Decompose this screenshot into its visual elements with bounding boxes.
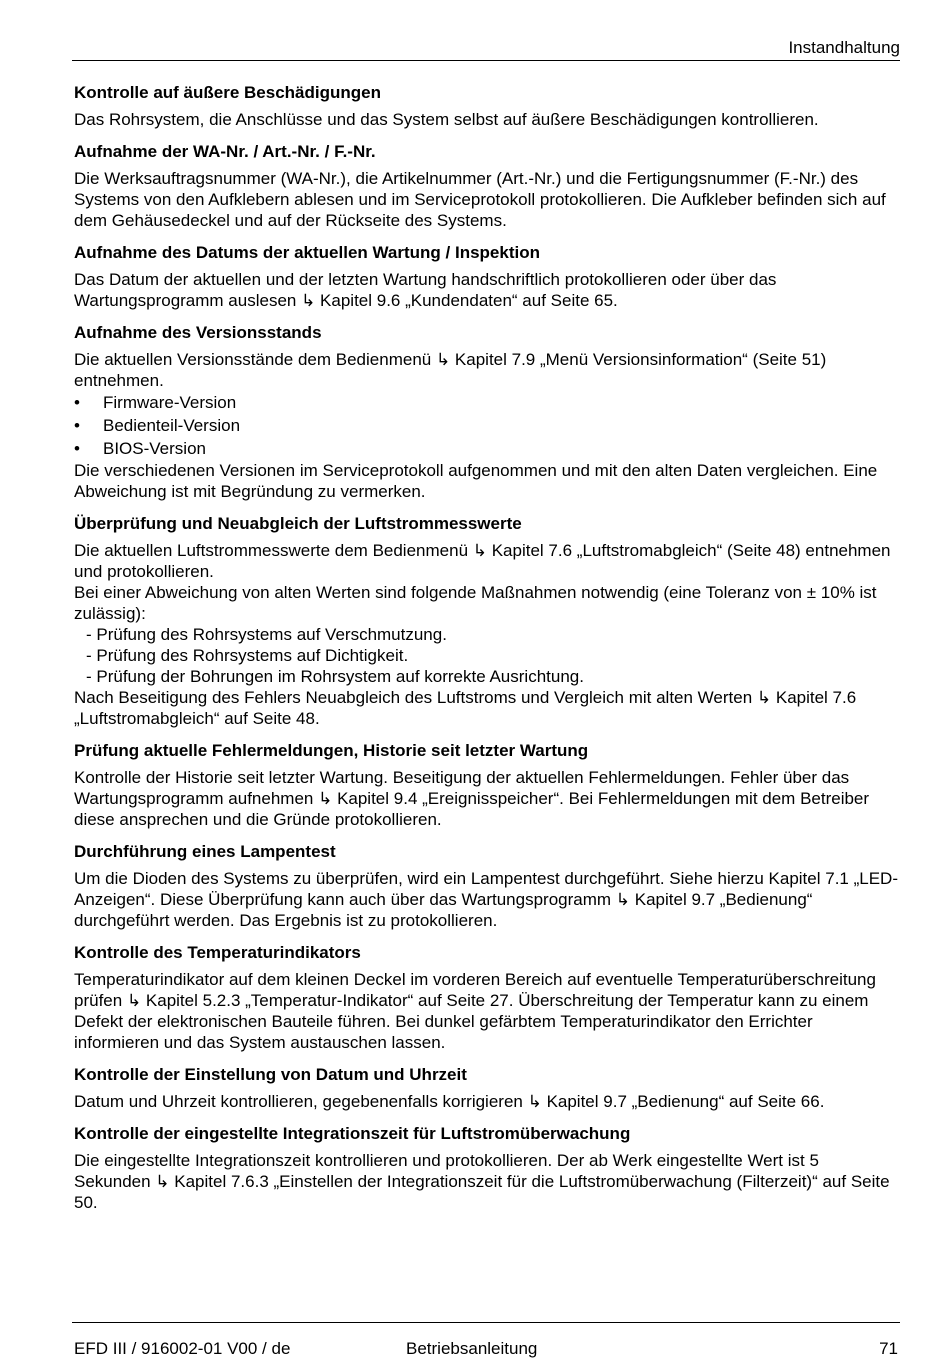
footer-doc-id: EFD III / 916002-01 V00 / de bbox=[74, 1339, 291, 1358]
dash-item: - Prüfung des Rohrsystems auf Verschmutzung. bbox=[86, 625, 447, 644]
chapter-reference[interactable]: Kapitel 7.6.3 „Einstellen der Integrationszeit für die Luftstromüberwachung (Filterzeit)“ auf Seite 50. bbox=[74, 1172, 890, 1212]
section-text: Kontrolle der Historie seit letzter Wartung. Beseitigung der aktuellen Fehlermeldungen. Fehler über das Wartungsprogramm aufnehmen ↳ Kapitel 9.4 „Ereignisspeicher“. Bei Fehlermeldungen mit dem Betreiber diese ansprechen und die Gründe protokollieren. bbox=[74, 768, 870, 829]
section-heading: Überprüfung und Neuabgleich der Luftstrommesswerte bbox=[74, 514, 522, 533]
section-text: Temperaturindikator auf dem kleinen Deckel im vorderen Bereich auf eventuelle Temperaturüberschreitung prüfen ↳ Kapitel 5.2.3 „Temperatur-Indikator“ auf Seite 27. Überschreitung der Temperatur kann zu einem Defekt der elektronischen Bauteile führen. Bei dunkel gefärbtem Temperaturindikator den Errichter informieren und das System austauschen lassen. bbox=[74, 970, 876, 1052]
reference-arrow-icon: ↳ bbox=[155, 1172, 175, 1191]
page-content bbox=[74, 82, 900, 1224]
section-text: Die eingestellte Integrationszeit kontrollieren und protokollieren. Der ab Werk eingestellte Wert ist 5 Sekunden ↳ Kapitel 7.6.3 „Einstellen der Integrationszeit für die Luftstromüberwachung (Filterzeit)“ auf Seite 50. bbox=[74, 1151, 890, 1212]
section-heading: Kontrolle der Einstellung von Datum und Uhrzeit bbox=[74, 1065, 467, 1084]
section-text: Die aktuellen Versionsstände dem Bedienmenü ↳ Kapitel 7.9 „Menü Versionsinformation“ (Seite 51) entnehmen. bbox=[74, 350, 827, 390]
footer-doc-type: Betriebsanleitung bbox=[406, 1339, 538, 1358]
section-integration-time bbox=[74, 1123, 900, 1213]
section-text: Um die Dioden des Systems zu überprüfen, wird ein Lampentest durchgeführt. Siehe hierzu Kapitel 7.1 „LED-Anzeigen“. Diese Überprüfung kann auch über das Wartungsprogramm ↳ Kapitel 9.7 „Bedienung“ durchgeführt werden. Das Ergebnis ist zu protokollieren. bbox=[74, 869, 898, 930]
reference-arrow-icon: ↳ bbox=[527, 1092, 547, 1111]
reference-arrow-icon: ↳ bbox=[615, 890, 635, 909]
section-heading: Durchführung eines Lampentest bbox=[74, 842, 336, 861]
chapter-reference[interactable]: Kapitel 5.2.3 „Temperatur-Indikator“ auf Seite 27. Überschreitung der Temperatur kann zu einem Defekt der elektronischen Bauteile führen. Bei dunkel gefärbtem Temperaturindikator den Errichter informieren und das System austauschen lassen. bbox=[74, 991, 869, 1052]
section-heading: Aufnahme des Datums der aktuellen Wartung / Inspektion bbox=[74, 243, 540, 262]
footer-page-number: 71 bbox=[879, 1339, 898, 1358]
chapter-reference[interactable]: Kapitel 9.7 „Bedienung“ durchgeführt werden. Das Ergebnis ist zu protokollieren. bbox=[74, 890, 813, 930]
section-temperature-indicator bbox=[74, 942, 900, 1053]
version-list bbox=[74, 391, 900, 460]
section-text: Die aktuellen Luftstrommesswerte dem Bedienmenü ↳ Kapitel 7.6 „Luftstromabgleich“ (Seite 48) entnehmen und protokollieren. bbox=[74, 541, 891, 581]
reference-arrow-icon: ↳ bbox=[126, 991, 146, 1010]
section-text: Bei einer Abweichung von alten Werten sind folgende Maßnahmen notwendig (eine Toleranz von ± 10% ist zulässig): bbox=[74, 583, 877, 623]
section-heading: Kontrolle der eingestellte Integrationszeit für Luftstromüberwachung bbox=[74, 1124, 631, 1143]
chapter-reference[interactable]: Kapitel 7.6 „Luftstromabgleich“ auf Seite 48. bbox=[74, 688, 857, 728]
reference-arrow-icon: ↳ bbox=[472, 541, 492, 560]
list-item: • BIOS-Version bbox=[74, 437, 900, 460]
section-text: Die verschiedenen Versionen im Serviceprotokoll aufgenommen und mit den alten Daten vergleichen. Eine Abweichung ist mit Begründung zu vermerken. bbox=[74, 461, 878, 501]
page-header bbox=[72, 38, 900, 61]
section-heading: Aufnahme des Versionsstands bbox=[74, 323, 322, 342]
section-version bbox=[74, 322, 900, 502]
section-maintenance-date bbox=[74, 242, 900, 311]
section-text: Das Datum der aktuellen und der letzten Wartung handschriftlich protokollieren oder über das Wartungsprogramm auslesen ↳ Kapitel 9.6 „Kundendaten“ auf Seite 65. bbox=[74, 270, 777, 310]
list-item: • Firmware-Version bbox=[74, 391, 900, 414]
section-text: Nach Beseitigung des Fehlers Neuabgleich des Luftstroms und Vergleich mit alten Werten ↳ Kapitel 7.6 „Luftstromabgleich“ auf Seite 48. bbox=[74, 688, 857, 728]
section-numbers bbox=[74, 141, 900, 231]
section-text: Die Werksauftragsnummer (WA-Nr.), die Artikelnummer (Art.-Nr.) und die Fertigungsnummer (F.-Nr.) des Systems von den Aufklebern ablesen und im Serviceprotokoll protokollieren. Die Aufkleber befinden sich auf dem Gehäusedeckel und auf der Rückseite des Systems. bbox=[74, 169, 886, 230]
section-text: Datum und Uhrzeit kontrollieren, gegebenenfalls korrigieren ↳ Kapitel 9.7 „Bedienung“ auf Seite 66. bbox=[74, 1092, 825, 1111]
chapter-reference[interactable]: Kapitel 9.4 „Ereignisspeicher“. Bei Fehlermeldungen mit dem Betreiber diese ansprechen und die Gründe protokollieren. bbox=[74, 789, 870, 829]
section-heading: Kontrolle auf äußere Beschädigungen bbox=[74, 83, 381, 102]
section-text: Das Rohrsystem, die Anschlüsse und das System selbst auf äußere Beschädigungen kontrollieren. bbox=[74, 110, 819, 129]
reference-arrow-icon: ↳ bbox=[318, 789, 338, 808]
reference-arrow-icon: ↳ bbox=[756, 688, 776, 707]
section-heading: Prüfung aktuelle Fehlermeldungen, Historie seit letzter Wartung bbox=[74, 741, 589, 760]
list-item: • Bedienteil-Version bbox=[74, 414, 900, 437]
chapter-reference[interactable]: Kapitel 9.6 „Kundendaten“ auf Seite 65. bbox=[320, 291, 618, 310]
section-error-messages bbox=[74, 740, 900, 830]
page-footer bbox=[72, 1322, 900, 1359]
section-heading: Kontrolle des Temperaturindikators bbox=[74, 943, 361, 962]
section-heading: Aufnahme der WA-Nr. / Art.-Nr. / F.-Nr. bbox=[74, 142, 376, 161]
chapter-reference[interactable]: Kapitel 9.7 „Bedienung“ auf Seite 66. bbox=[546, 1092, 825, 1111]
section-external-damage bbox=[74, 82, 900, 130]
dash-item: - Prüfung des Rohrsystems auf Dichtigkeit. bbox=[86, 646, 409, 665]
reference-arrow-icon: ↳ bbox=[435, 350, 455, 369]
section-date-time bbox=[74, 1064, 900, 1112]
dash-item: - Prüfung der Bohrungen im Rohrsystem auf korrekte Ausrichtung. bbox=[86, 667, 584, 686]
section-airflow bbox=[74, 513, 900, 729]
chapter-reference[interactable]: Kapitel 7.9 „Menü Versionsinformation“ (Seite 51) entnehmen. bbox=[74, 350, 827, 390]
chapter-reference[interactable]: Kapitel 7.6 „Luftstromabgleich“ (Seite 48) entnehmen und protokollieren. bbox=[74, 541, 891, 581]
section-lamp-test bbox=[74, 841, 900, 931]
header-title: Instandhaltung bbox=[788, 38, 900, 57]
reference-arrow-icon: ↳ bbox=[301, 291, 321, 310]
